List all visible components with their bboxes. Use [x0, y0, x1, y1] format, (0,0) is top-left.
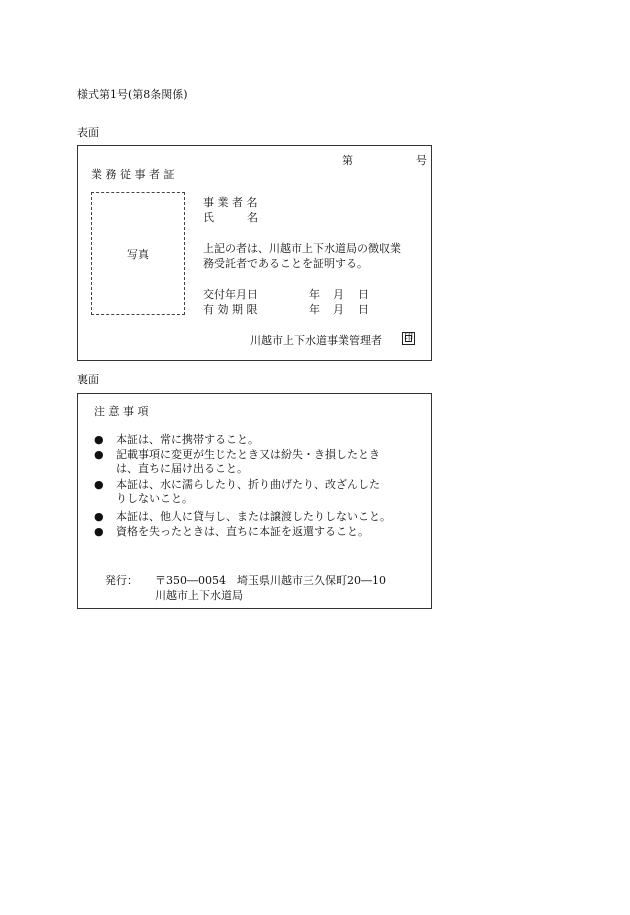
issue-date-day: 日 — [358, 288, 369, 301]
form-title: 様式第1号(第8条関係) — [77, 88, 188, 101]
note-text: 記載事項に変更が生じたとき又は紛失・き損したとき — [116, 448, 380, 461]
issue-date-year: 年 — [309, 288, 320, 301]
number-label-go: 号 — [416, 154, 427, 167]
note-text-continued: りしないこと。 — [116, 492, 193, 505]
bullet-icon: ● — [94, 525, 104, 538]
note-item — [94, 510, 414, 524]
bullet-icon: ● — [94, 433, 104, 446]
issue-date-label: 交付年月日 — [203, 288, 258, 301]
certification-line-1: 上記の者は、川越市上下水道局の徴収業 — [203, 242, 401, 255]
note-text-continued: は、直ちに届け出ること。 — [116, 462, 248, 475]
seal-char: 印 — [403, 333, 413, 343]
note-item — [94, 433, 414, 447]
person-name-label: 氏 名 — [203, 211, 258, 224]
issuer-name: 川越市上下水道事業管理者 — [250, 334, 382, 347]
expiry-year: 年 — [309, 303, 320, 316]
note-item — [94, 525, 414, 539]
note-text: 本証は、常に携帯すること。 — [116, 433, 259, 446]
note-text: 資格を失ったときは、直ちに本証を返還すること。 — [116, 525, 369, 538]
seal-stamp — [402, 332, 415, 345]
number-label-dai: 第 — [342, 154, 353, 167]
note-text: 本証は、水に濡らしたり、折り曲げたり、改ざんした — [116, 478, 380, 491]
issue-date-month: 月 — [333, 288, 344, 301]
publisher-label: 発行： — [105, 574, 138, 587]
publisher-name: 川越市上下水道局 — [155, 589, 243, 602]
front-card — [77, 145, 432, 361]
notes-title: 注 意 事 項 — [94, 405, 149, 418]
expiry-month: 月 — [333, 303, 344, 316]
front-heading: 表面 — [77, 126, 99, 139]
note-item — [94, 448, 414, 476]
note-item — [94, 478, 414, 506]
expiry-label: 有 効 期 限 — [203, 303, 258, 316]
note-text: 本証は、他人に貸与し、または譲渡したりしないこと。 — [116, 510, 391, 523]
certification-line-2: 務受託者であることを証明する。 — [203, 257, 368, 270]
card-title: 業 務 従 事 者 証 — [91, 168, 175, 181]
back-heading: 裏面 — [77, 373, 99, 386]
publisher-address: 〒350―0054 埼玉県川越市三久保町20―10 — [155, 574, 386, 587]
business-name-label: 事 業 者 名 — [203, 196, 258, 209]
photo-placeholder — [91, 192, 185, 315]
photo-label: 写真 — [127, 248, 149, 261]
bullet-icon: ● — [94, 510, 104, 523]
bullet-icon: ● — [94, 478, 104, 491]
bullet-icon: ● — [94, 448, 104, 461]
expiry-day: 日 — [358, 303, 369, 316]
